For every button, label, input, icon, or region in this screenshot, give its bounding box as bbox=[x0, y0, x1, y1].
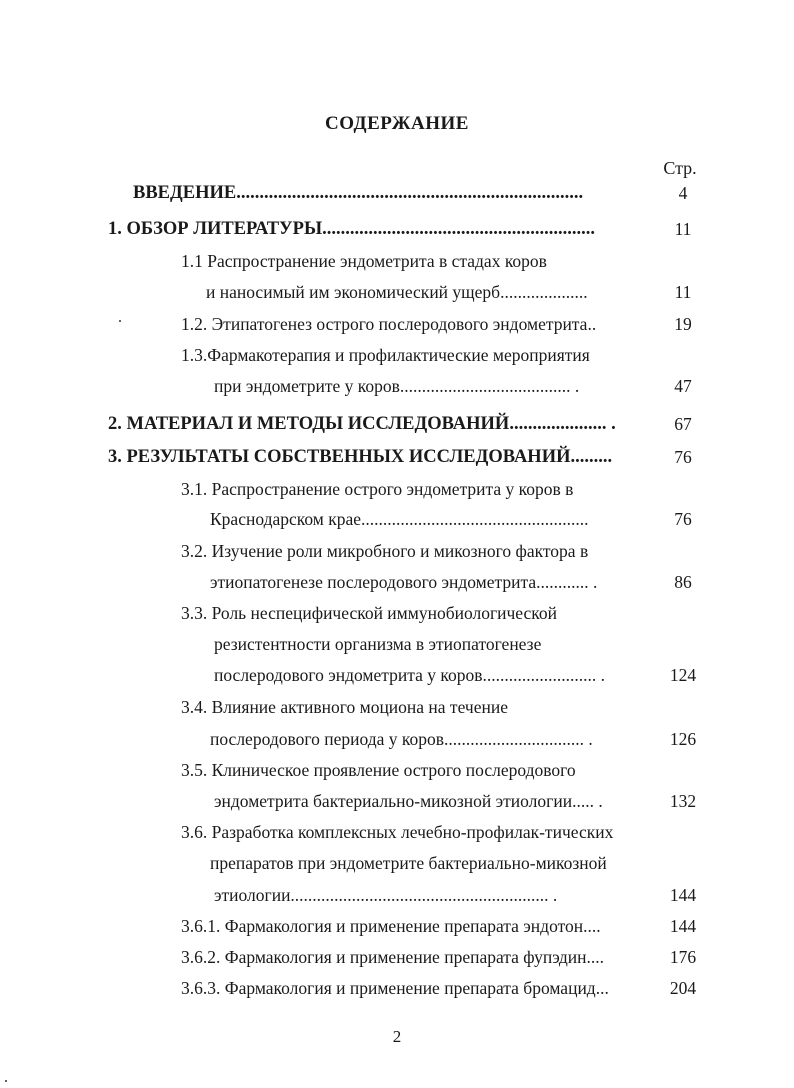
toc-entry-3-3: 3.3. Роль неспецифической иммунобиологической bbox=[181, 603, 558, 623]
toc-page-number: 11 bbox=[674, 282, 692, 302]
toc-page-number: 47 bbox=[674, 376, 692, 396]
toc-page-number: 132 bbox=[669, 791, 697, 811]
toc-entry-section-3: 3. РЕЗУЛЬТАТЫ СОБСТВЕННЫХ ИССЛЕДОВАНИЙ......... bbox=[108, 447, 613, 467]
toc-entry-3-1-cont: Краснодарском крае.................................................... bbox=[210, 509, 589, 529]
toc-entry-3-3-cont: послеродового эндометрита у коров.......................... . bbox=[214, 665, 605, 685]
toc-entry-3-6: 3.6. Разработка комплексных лечебно-профилак-тических bbox=[181, 822, 614, 842]
toc-entry-1-3: 1.3.Фармакотерапия и профилактические мероприятия bbox=[181, 345, 590, 365]
toc-entry-section-1: 1. ОБЗОР ЛИТЕРАТУРЫ........................................................... bbox=[108, 219, 595, 239]
toc-entry-3-6-1: 3.6.1. Фармакология и применение препарата эндотон.... bbox=[181, 916, 601, 936]
toc-entry-3-2: 3.2. Изучение роли микробного и микозного фактора в bbox=[181, 541, 589, 561]
toc-page-number: 67 bbox=[674, 414, 692, 434]
toc-page-number: 144 bbox=[669, 885, 697, 905]
scan-speck bbox=[5, 1080, 7, 1082]
toc-page-number: 126 bbox=[669, 729, 697, 749]
toc-entry-3-5: 3.5. Клиническое проявление острого послеродового bbox=[181, 760, 576, 780]
toc-entry-section-2: 2. МАТЕРИАЛ И МЕТОДЫ ИССЛЕДОВАНИЙ..................... . bbox=[108, 414, 616, 434]
toc-page-number: 144 bbox=[669, 916, 697, 936]
toc-page-number: 76 bbox=[674, 447, 692, 467]
page-column-label: Стр. bbox=[663, 158, 697, 178]
toc-entry-3-5-cont: эндометрита бактериально-микозной этиологии..... . bbox=[214, 791, 603, 811]
toc-page-number: 76 bbox=[674, 509, 692, 529]
toc-entry-1-3-cont: при эндометрите у коров....................................... . bbox=[214, 376, 580, 396]
toc-entry-introduction: ВВЕДЕНИЕ........................................................................... bbox=[133, 183, 584, 203]
toc-entry-1-1-cont: и наносимый им экономический ущерб.................... bbox=[206, 282, 588, 302]
toc-entry-3-4: 3.4. Влияние активного моциона на течение bbox=[181, 697, 508, 717]
toc-page-number: 11 bbox=[674, 219, 692, 239]
page-title: СОДЕРЖАНИЕ bbox=[325, 113, 469, 134]
toc-entry-3-4-cont: послеродового периода у коров................................ . bbox=[210, 729, 593, 749]
toc-page-number: 176 bbox=[669, 947, 697, 967]
toc-entry-3-1: 3.1. Распространение острого эндометрита у коров в bbox=[181, 479, 574, 499]
toc-entry-3-6-cont: этиологии........................................................... . bbox=[214, 885, 558, 905]
toc-entry-3-6-cont: препаратов при эндометрите бактериально-микозной bbox=[210, 853, 607, 873]
toc-entry-3-6-2: 3.6.2. Фармакология и применение препарата фупэдин.... bbox=[181, 947, 605, 967]
toc-entry-3-2-cont: этиопатогенезе послеродового эндометрита............ . bbox=[210, 572, 598, 592]
toc-page-number: 4 bbox=[678, 183, 688, 203]
scan-speck bbox=[119, 320, 121, 322]
toc-entry-1-1: 1.1 Распространение эндометрита в стадах коров bbox=[181, 251, 547, 271]
toc-page-number: 86 bbox=[674, 572, 692, 592]
page-number: 2 bbox=[392, 1027, 402, 1046]
toc-page-number: 19 bbox=[674, 314, 692, 334]
toc-page-number: 204 bbox=[669, 978, 697, 998]
toc-entry-1-2: 1.2. Этипатогенез острого послеродового эндометрита.. bbox=[181, 314, 597, 334]
toc-entry-3-6-3: 3.6.3. Фармакология и применение препарата бромацид... bbox=[181, 978, 609, 998]
toc-entry-3-3-cont: резистентности организма в этиопатогенезе bbox=[214, 634, 542, 654]
toc-page-number: 124 bbox=[669, 665, 697, 685]
